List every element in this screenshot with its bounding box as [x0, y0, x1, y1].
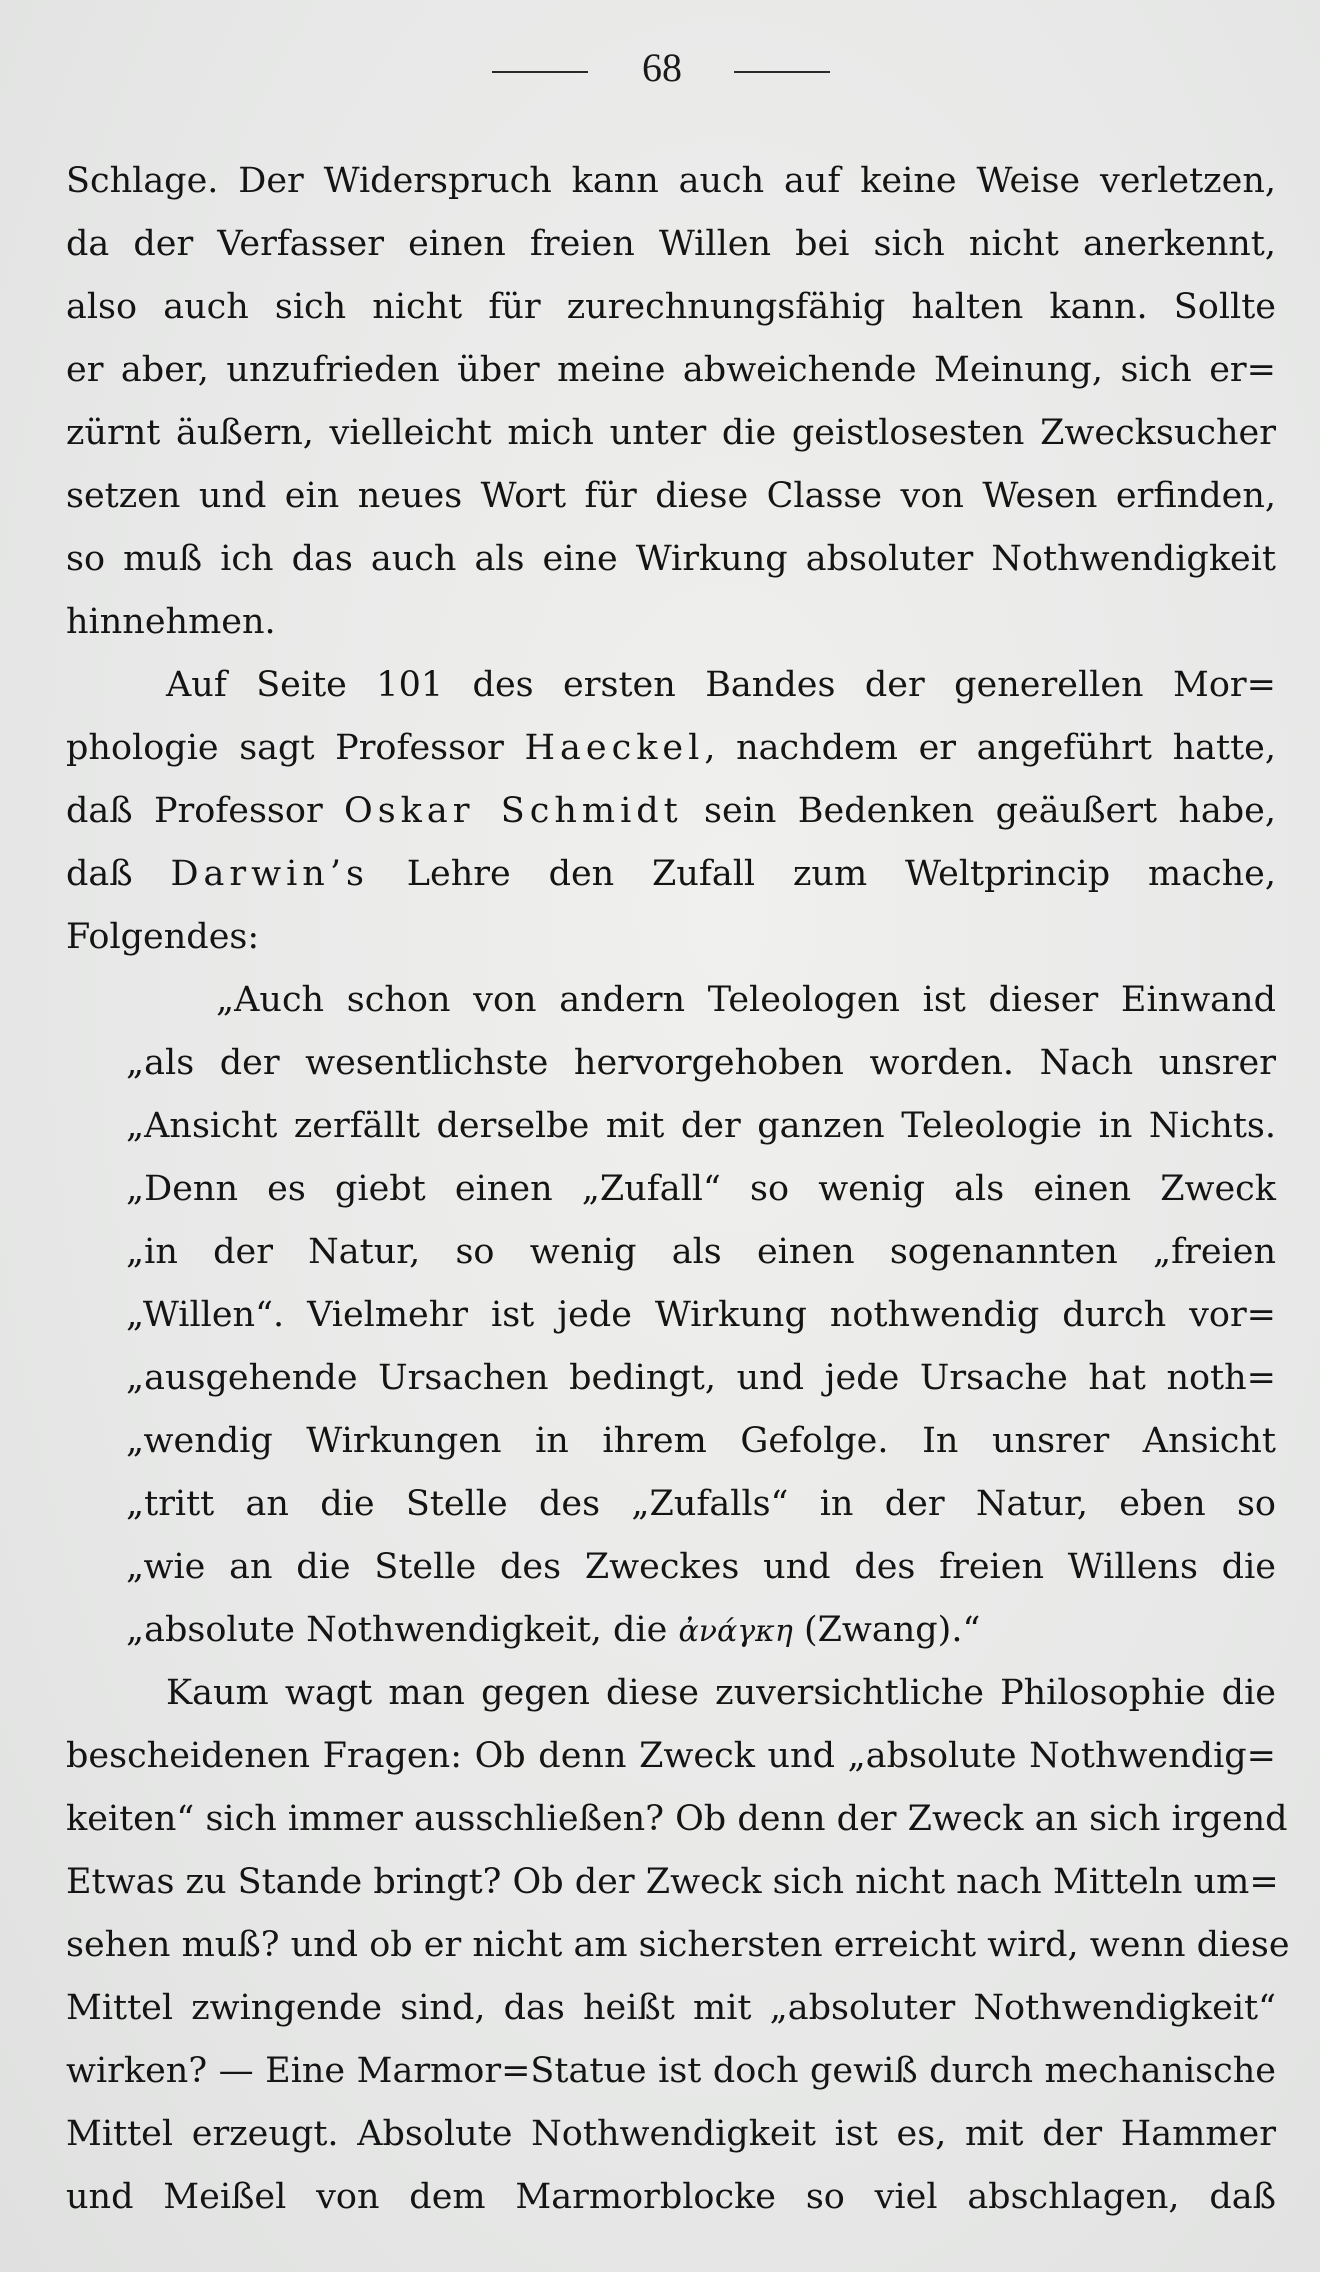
quote-line: „wie an die Stelle des Zweckes und des freien Willens die [126, 1547, 1276, 1587]
text-line: Folgendes: [66, 917, 260, 957]
text-fragment: sein Bedenken geäußert habe, [682, 791, 1276, 831]
text-fragment: phologie sagt Professor [66, 728, 525, 768]
text-line: Mittel erzeugt. Absolute Nothwendigkeit ist es, mit der Hammer [66, 2114, 1276, 2154]
text-line [66, 717, 1276, 780]
text-fragment: daß [66, 854, 171, 894]
name-darwin: Darwin’s [170, 854, 369, 894]
text-fragment: daß Professor [66, 791, 344, 831]
text-line: Schlage. Der Widerspruch kann auch auf keine Weise verletzen, [66, 161, 1276, 201]
text-line: sehen muß? und ob er nicht am sichersten erreicht wird, wenn diese [66, 1925, 1290, 1965]
text-line: zürnt äußern, vielleicht mich unter die geistlosesten Zwecksucher [66, 413, 1276, 453]
quote-line: „ausgehende Ursachen bedingt, und jede Ursache hat noth= [126, 1358, 1276, 1398]
text-fragment: Lehre den Zufall zum Weltprincip mache, [368, 854, 1277, 894]
text-line: also auch sich nicht für zurechnungsfähig halten kann. Sollte [66, 287, 1276, 327]
text-fragment: (Zwang).“ [792, 1610, 981, 1650]
page-number: 68 [642, 45, 682, 90]
name-haeckel: Haeckel [524, 728, 705, 768]
text-line: hinnehmen. [66, 602, 276, 642]
text-line: so muß ich das auch als eine Wirkung absoluter Nothwendigkeit [66, 539, 1276, 579]
quote-line: „in der Natur, so wenig als einen sogenannten „freien [126, 1232, 1276, 1272]
text-fragment: , nachdem er angeführt hatte, [704, 728, 1276, 768]
quote-line: „wendig Wirkungen in ihrem Gefolge. In unsrer Ansicht [126, 1421, 1276, 1461]
text-line: wirken? — Eine Marmor=Statue ist doch gewiß durch mechanische [66, 2051, 1276, 2091]
quote-line: „tritt an die Stelle des „Zufalls“ in der Natur, eben so [126, 1484, 1276, 1524]
text-line: Mittel zwingende sind, das heißt mit „absoluter Nothwendigkeit“ [66, 1988, 1276, 2028]
quote-line: „Auch schon von andern Teleologen ist dieser Einwand [216, 980, 1276, 1020]
text-line: Auf Seite 101 des ersten Bandes der generellen Mor= [166, 665, 1276, 705]
quote-line: „Denn es giebt einen „Zufall“ so wenig als einen Zweck [126, 1169, 1276, 1209]
header-rule-left [492, 71, 588, 73]
quote-line: „Ansicht zerfällt derselbe mit der ganzen Teleologie in Nichts. [126, 1106, 1276, 1146]
text-line: keiten“ sich immer ausschließen? Ob denn der Zweck an sich irgend [66, 1799, 1288, 1839]
page-header [0, 38, 1320, 98]
text-line: da der Verfasser einen freien Willen bei sich nicht anerkennt, [66, 224, 1276, 264]
text-line: bescheidenen Fragen: Ob denn Zweck und „absolute Nothwendig= [66, 1736, 1276, 1776]
quote-line: „als der wesentlichste hervorgehoben worden. Nach unsrer [126, 1043, 1276, 1083]
text-line: und Meißel von dem Marmorblocke so viel abschlagen, daß [66, 2177, 1276, 2217]
quote-line: „Willen“. Vielmehr ist jede Wirkung nothwendig durch vor= [126, 1295, 1276, 1335]
text-line: Etwas zu Stande bringt? Ob der Zweck sich nicht nach Mitteln um= [66, 1862, 1279, 1902]
text-line [66, 780, 1276, 843]
text-line: setzen und ein neues Wort für diese Classe von Wesen erfinden, [66, 476, 1276, 516]
text-fragment: „absolute Nothwendigkeit, die [126, 1610, 679, 1650]
text-line: Kaum wagt man gegen diese zuversichtliche Philosophie die [166, 1673, 1276, 1713]
quote-line [66, 1599, 1276, 1662]
header-rule-right [734, 71, 830, 73]
text-line [66, 843, 1276, 906]
name-schmidt: Oskar Schmidt [344, 791, 683, 831]
text-line: er aber, unzufrieden über meine abweichende Meinung, sich er= [66, 350, 1276, 390]
page-body [66, 150, 1290, 2229]
greek-word: ἀνάγκη [678, 1614, 793, 1649]
